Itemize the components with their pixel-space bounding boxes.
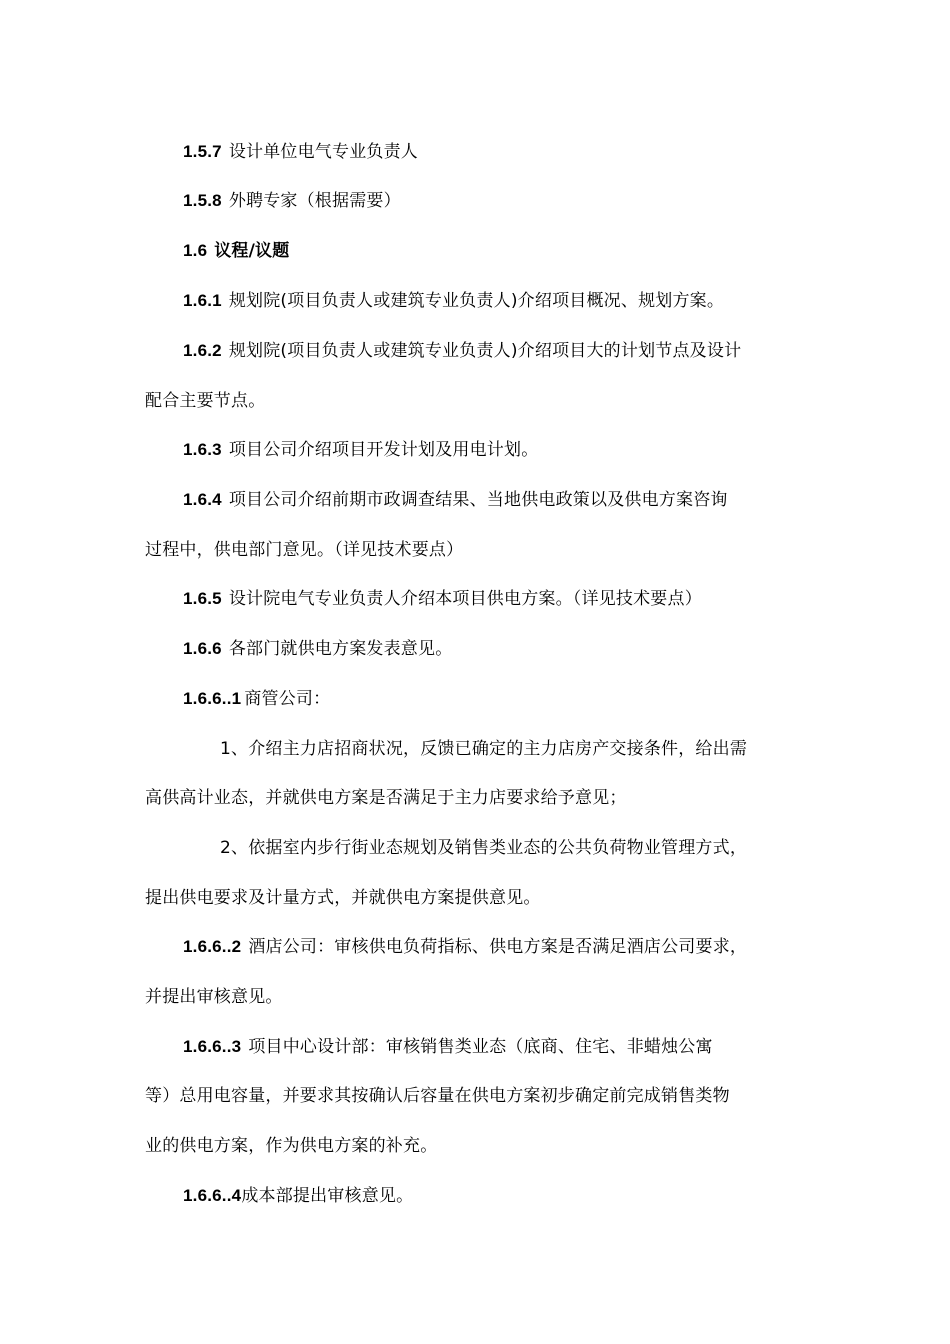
section-number: 1.6 [183,241,208,260]
section-number: 1.6.6..3 [183,1037,242,1056]
section-text: 各部门就供电方案发表意见。 [228,639,453,659]
list-item-1: 1、介绍主力店招商状况，反馈已确定的主力店房产交接条件，给出需 [220,739,748,759]
section-number: 1.6.3 [183,440,222,459]
section-heading-1-6 [183,240,853,262]
list-item-2: 2、依据室内步行街业态规划及销售类业态的公共负荷物业管理方式， [220,838,748,858]
section-1-6-6 [183,638,853,660]
section-number: 1.5.7 [183,142,222,161]
section-1-5-7 [183,141,853,163]
section-1-6-2-continuation: 配合主要节点。 [145,391,266,411]
section-text: 项目公司介绍前期市政调查结果、当地供电政策以及供电方案咨询 [228,490,728,510]
section-1-6-6-4 [183,1185,853,1207]
section-text: 规划院(项目负责人或建筑专业负责人)介绍项目概况、规划方案。 [228,291,725,311]
section-1-5-8 [183,190,853,212]
section-1-6-2 [183,340,853,362]
section-number: 1.6.2 [183,341,222,360]
section-1-6-6-1 [183,688,853,710]
section-1-6-6-3-continuation-2: 业的供电方案，作为供电方案的补充。 [145,1136,438,1156]
section-1-6-6-3-continuation: 等）总用电容量，并要求其按确认后容量在供电方案初步确定前完成销售类物 [145,1086,730,1106]
section-text: 设计院电气专业负责人介绍本项目供电方案。（详见技术要点） [228,589,702,609]
section-1-6-5 [183,588,853,610]
section-text: 设计单位电气专业负责人 [228,142,419,162]
section-text: 商管公司： [244,689,331,709]
section-text: 成本部提出审核意见。 [241,1186,414,1206]
section-number: 1.6.6..4 [183,1186,242,1205]
section-1-6-4 [183,489,853,511]
section-text: 酒店公司：审核供电负荷指标、供电方案是否满足酒店公司要求， [248,937,748,957]
section-number: 1.6.6..1 [183,689,242,708]
section-1-6-1 [183,290,853,312]
section-text: 外聘专家（根据需要） [228,191,401,211]
section-text: 项目公司介绍项目开发计划及用电计划。 [228,440,539,460]
section-text: 项目中心设计部：审核销售类业态（底商、住宅、非蜡烛公寓 [248,1037,713,1057]
section-1-6-6-3 [183,1036,853,1058]
section-1-6-6-2-continuation: 并提出审核意见。 [145,987,283,1007]
section-1-6-6-2 [183,936,853,958]
section-1-6-3 [183,439,853,461]
section-number: 1.5.8 [183,191,222,210]
list-item-2-continuation: 提出供电要求及计量方式，并就供电方案提供意见。 [145,888,541,908]
section-number: 1.6.6..2 [183,937,242,956]
section-number: 1.6.4 [183,490,222,509]
section-heading-text: 议程/议题 [214,241,290,261]
list-item-1-continuation: 高供高计业态，并就供电方案是否满足于主力店要求给予意见； [145,788,627,808]
section-number: 1.6.1 [183,291,222,310]
section-number: 1.6.6 [183,639,222,658]
section-1-6-4-continuation: 过程中，供电部门意见。（详见技术要点） [145,540,464,560]
section-text: 规划院(项目负责人或建筑专业负责人)介绍项目大的计划节点及设计 [228,341,742,361]
section-number: 1.6.5 [183,589,222,608]
